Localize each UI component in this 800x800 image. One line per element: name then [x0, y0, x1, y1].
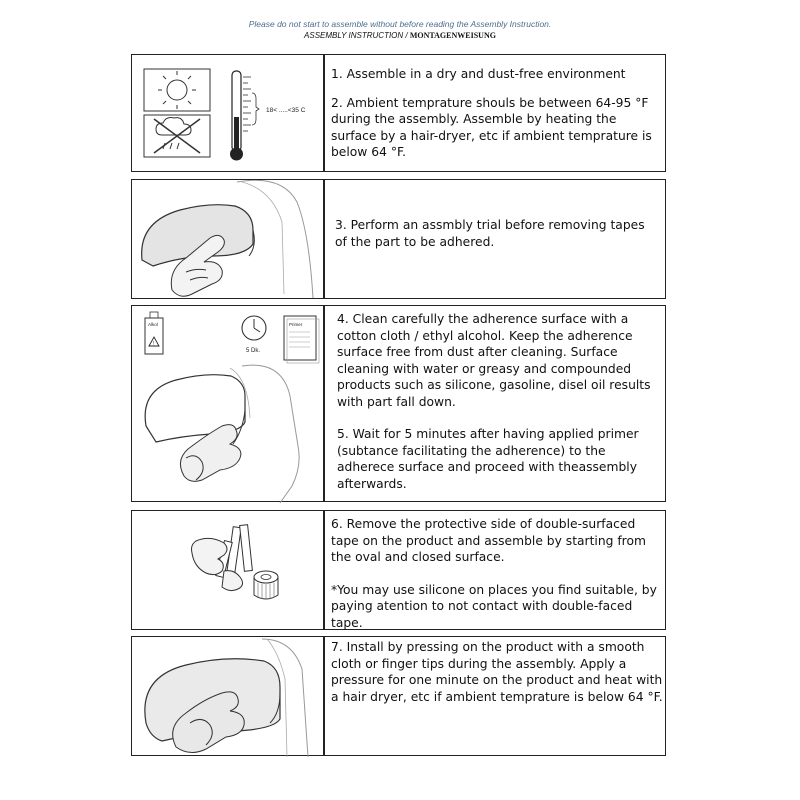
illustration-panel-3	[131, 305, 324, 502]
step-5-text: 5. Wait for 5 minutes after having applied primer (subtance facilitating the adherence) to the adherece surface and proceed with theassembly afterwards.	[337, 427, 639, 491]
clean-primer-illustration	[132, 306, 325, 503]
press-install-illustration	[132, 637, 325, 757]
no-rain-icon	[154, 118, 200, 153]
step-6-text: 6. Remove the protective side of double-surfaced tape on the product and assemble by starting from the oval and closed surface.	[331, 517, 646, 564]
step-3-text: 3. Perform an assmbly trial before removing tapes of the part to be adhered.	[335, 218, 645, 249]
step-1-text: 1. Assemble in a dry and dust-free environment	[331, 67, 626, 81]
bottle-label: Alkol	[148, 322, 158, 327]
step-2-text: 2. Ambient temprature shouls be between 64-95 °F during the assembly. Assemble by heating the surface by a hair-dryer, etc if ambient temprature is below 64 °F.	[331, 95, 652, 159]
illustration-panel-4	[131, 510, 324, 630]
alcohol-bottle-icon	[145, 312, 163, 354]
illustration-panel-5	[131, 636, 324, 756]
silicone-note-text: *You may use silicone on places you find suitable, by paying atention to not contact with double-faced tape.	[331, 582, 657, 630]
timer-label: 5 Dk.	[246, 348, 261, 354]
text-panel-1	[324, 54, 666, 172]
warning-notice: Please do not start to assemble without before reading the Assembly Instruction.	[248, 19, 552, 29]
illustration-panel-1	[131, 54, 324, 172]
illustration-panel-2	[131, 179, 324, 299]
text-panel-2	[324, 179, 666, 299]
step-text-4	[331, 516, 663, 631]
trial-fit-illustration	[132, 180, 325, 300]
clock-icon	[242, 316, 266, 354]
tape-removal-illustration	[132, 511, 325, 631]
step-text-2	[335, 217, 660, 250]
primer-card-icon	[284, 316, 319, 363]
title-english: ASSEMBLY INSTRUCTION /	[304, 31, 410, 40]
step-text-1	[331, 66, 663, 161]
step-text-5	[331, 639, 663, 705]
text-panel-5	[324, 636, 666, 756]
step-4-text: 4. Clean carefully the adherence surface with a cotton cloth / ethyl alcohol. Keep the adherence surface free from dust after cleaning. Surface cleaning with water or greasy and compounded products such as silicone, gasoline, disel oil results with part fall down.	[337, 312, 651, 409]
title-german: MONTAGENWEISUNG	[409, 31, 496, 40]
weather-thermometer-illustration	[132, 55, 325, 173]
sun-icon	[158, 71, 196, 109]
warning-icon: !	[152, 341, 155, 347]
tape-roll-icon	[254, 571, 278, 599]
text-panel-3	[324, 305, 666, 502]
text-panel-4	[324, 510, 666, 630]
primer-label: Primer	[289, 322, 303, 327]
thermometer-icon	[230, 71, 306, 161]
step-text-3	[337, 311, 657, 492]
step-7-text: 7. Install by pressing on the product with a smooth cloth or finger tips during the assembly. Apply a pressure for one minute on the product and heat with a hair dryer, etc if ambient temprature is below 64 °F.	[331, 640, 663, 704]
document-title	[0, 31, 800, 40]
temperature-range-label: 18< .....<35 C	[266, 107, 306, 114]
